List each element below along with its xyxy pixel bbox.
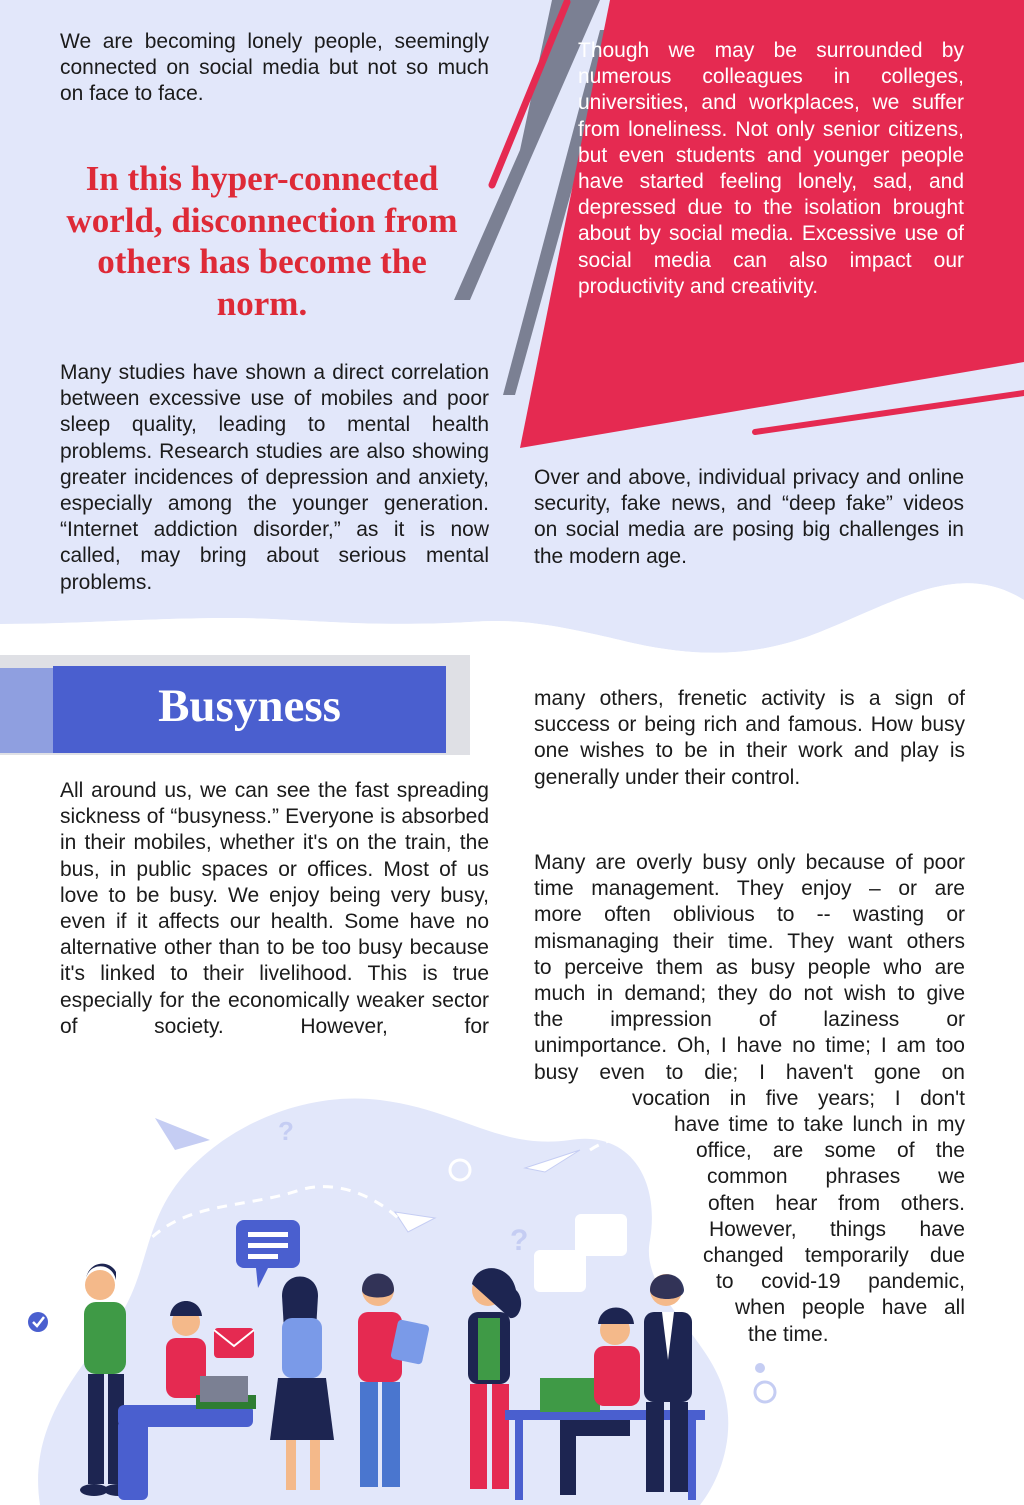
intro-paragraph: We are becoming lonely people, seemingly connected on social media but not so much on face to face. (60, 30, 489, 106)
bubble-circle (450, 1160, 470, 1180)
person-head (85, 1270, 115, 1300)
text-line: changed temporarily due (703, 1244, 965, 1267)
text-line: have time to take lunch in my (674, 1113, 965, 1136)
chat-bubble-icon-2 (534, 1250, 586, 1292)
privacy-paragraph: Over and above, individual privacy and online security, fake news, and “deep fake” videos on social media are posing big challenges in the modern age. (534, 466, 964, 568)
question-mark-icon: ? (278, 1116, 294, 1146)
pull-quote: In this hyper-connected world, disconnection from others has become the norm. (66, 159, 458, 323)
bubble-circle-2 (755, 1382, 775, 1402)
busyness-left-paragraph: All around us, we can see the fast spreading sickness of “busyness.” Everyone is absorbed in their mobiles, whether it's on the train, the bus, in public spaces or offices. Most of us love to be busy. We enjoy being very busy, even if it affects our health. Some have no alternative other than to be too busy because it's linked to their livelihood. This is true especially for the economically weaker sector of society. However, for (60, 779, 489, 1038)
text-line: much in demand; they do not wish to give (534, 982, 965, 1005)
text-line: when people have all (735, 1296, 965, 1320)
text-line: Many are overly busy only because of poor (534, 851, 965, 874)
red-panel-paragraph (578, 38, 964, 300)
text-line: mismanaging their time. They want others (534, 929, 965, 953)
text-line: unimportance. Oh, I have no time; I am too (534, 1034, 965, 1058)
paper-plane-icon (155, 1118, 210, 1150)
red-panel-text: Though we may be surrounded by numerous colleagues in colleges, universities, and workplaces, we suffer from loneliness. Not only senior citizens, but even students and younger people have started feeling lonely, sad, and depressed due to the isolation brought about by social media. Excessive use of social media can also impact our productivity and creativity. (578, 39, 964, 298)
person-body (84, 1302, 126, 1374)
text-line: vocation in five years; I don't (632, 1086, 965, 1110)
studies-paragraph: Many studies have shown a direct correlation between excessive use of mobiles and poor sleep quality, leading to mental health problems. Research studies are also showing greater incidences of depression and anxiety, especially among the younger generation. “Internet addiction disorder,” as it is now called, may bring about serious mental problems. (60, 361, 489, 594)
text-line: the impression of laziness or (534, 1008, 965, 1032)
text-line: more often oblivious to -- wasting or (534, 903, 965, 927)
text-line: often hear from others. (708, 1191, 965, 1215)
text-line: busy even to die; I haven't gone on (534, 1060, 965, 1084)
email-icon (214, 1328, 254, 1358)
check-icon (28, 1312, 48, 1332)
text-line: to covid-19 pandemic, (716, 1270, 965, 1294)
question-mark-icon-2: ? (510, 1224, 529, 1257)
text-line: to perceive them as busy people who are (534, 955, 965, 979)
text-line: office, are some of the (696, 1139, 965, 1163)
text-line: time management. They enjoy – or are (534, 877, 965, 901)
text-line: common phrases we (707, 1165, 965, 1189)
paper-plane-icon-2 (395, 1212, 435, 1232)
dashed-trail-2 (590, 1137, 690, 1150)
text-line: the time. (748, 1322, 829, 1346)
bubble-circle-3 (755, 1363, 765, 1373)
text-line: However, things have (709, 1217, 965, 1241)
busyness-right-paragraph-1: many others, frenetic activity is a sign of success or being rich and famous. How busy one wishes to be in their work and play is generally under their control. (534, 687, 965, 789)
paper-plane-icon-3 (525, 1150, 580, 1172)
busyness-heading: Busyness (158, 680, 341, 732)
